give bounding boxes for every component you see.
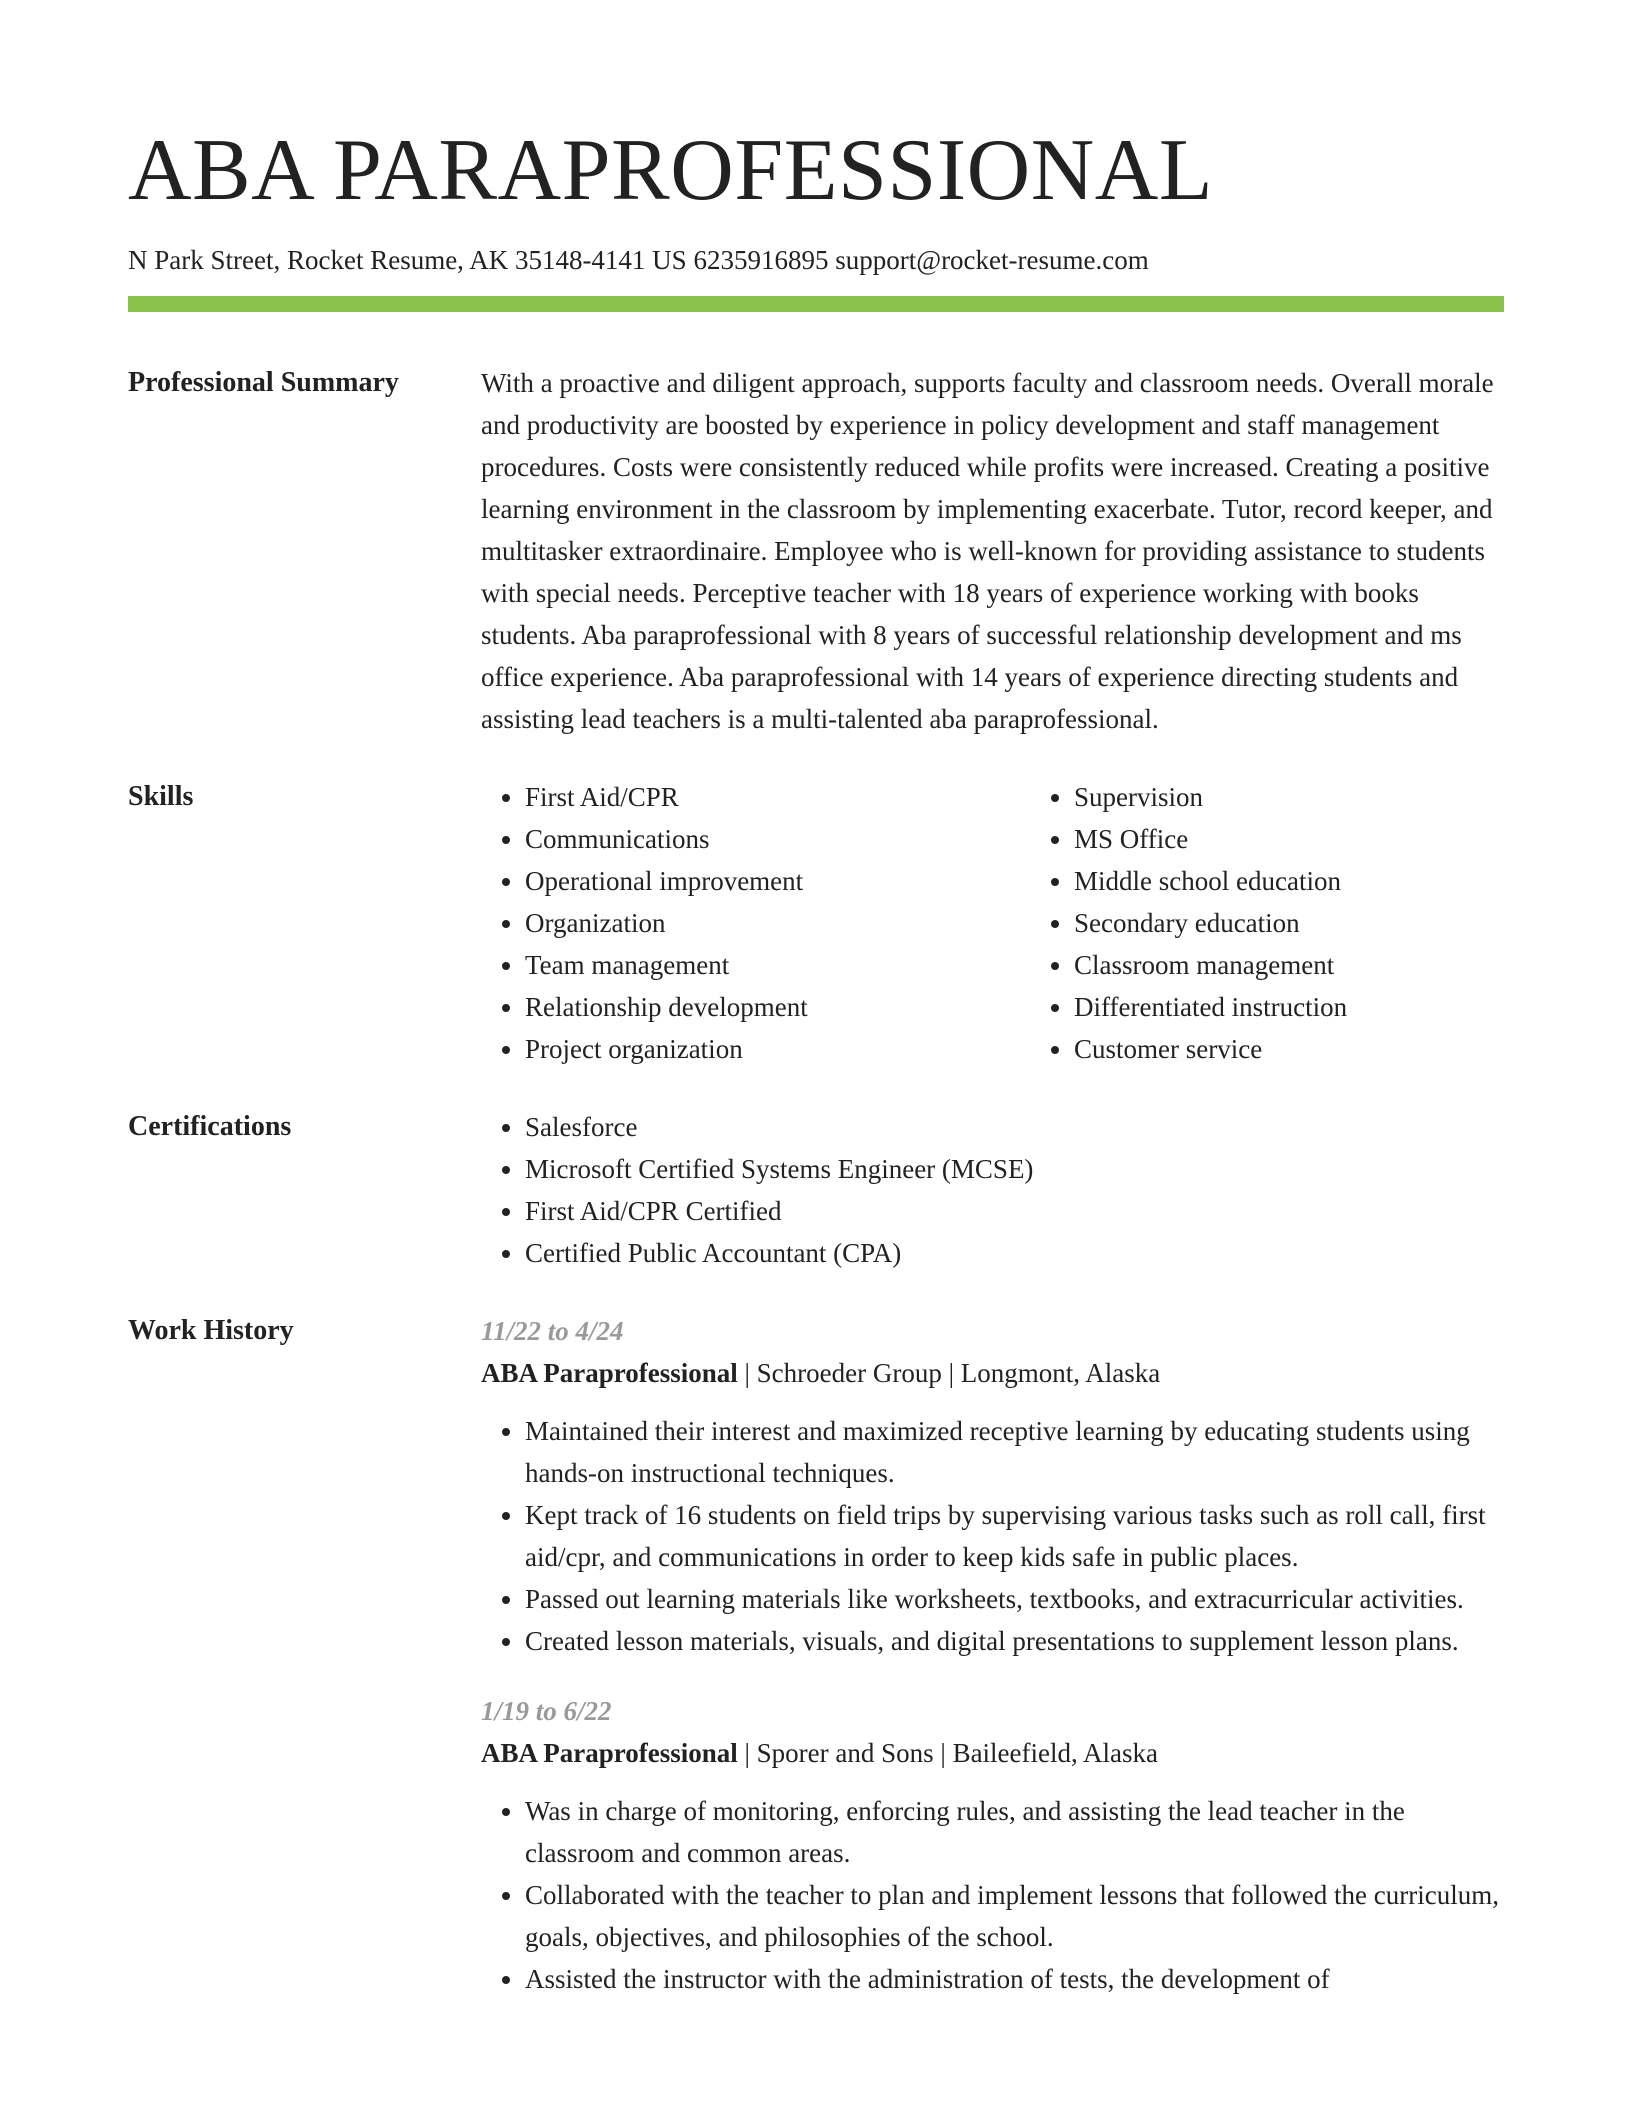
- summary-body: [481, 362, 1504, 740]
- job-bullet: • Created lesson materials, visuals, and digital presentations to supplement lesson plans.: [525, 1620, 1504, 1662]
- skill-item: • MS Office: [1074, 818, 1579, 860]
- contact-address: N Park Street, Rocket Resume, AK 35148-4141 US: [128, 245, 687, 275]
- job-bullets: [481, 1410, 1504, 1662]
- skill-item: • Relationship development: [525, 986, 1030, 1028]
- skill-item: • Secondary education: [1074, 902, 1579, 944]
- job-dates: 1/19 to 6/22: [481, 1696, 612, 1726]
- skill-item: • Team management: [525, 944, 1030, 986]
- skill-item: • Supervision: [1074, 776, 1579, 818]
- job-company-location: | Sporer and Sons | Baileefield, Alaska: [737, 1738, 1158, 1768]
- certifications-heading: Certifications: [128, 1111, 292, 1142]
- header-divider: [128, 296, 1504, 312]
- certifications-body: [481, 1106, 1504, 1274]
- skills-heading: Skills: [128, 781, 194, 812]
- job-bullet: • Was in charge of monitoring, enforcing rules, and assisting the lead teacher in the classroom and common areas.: [525, 1790, 1504, 1874]
- job-bullet: • Assisted the instructor with the administration of tests, the development of: [525, 1958, 1504, 2000]
- summary-section: [128, 362, 1504, 740]
- certification-item: • First Aid/CPR Certified: [525, 1190, 1504, 1232]
- skill-item: • Classroom management: [1074, 944, 1579, 986]
- summary-text: With a proactive and diligent approach, supports faculty and classroom needs. Overall morale and productivity are boosted by experience in policy development and staff management procedures. Costs were consistently reduced while profits were increased. Creating a positive learning environment in the classroom by implementing exacerbate. Tutor, record keeper, and multitasker extraordinaire. Employee who is well-known for providing assistance to students with special needs. Perceptive teacher with 18 years of experience working with books students. Aba paraprofessional with 8 years of successful relationship development and ms office experience. Aba paraprofessional with 14 years of experience directing students and assisting lead teachers is a multi-talented aba paraprofessional.: [481, 368, 1494, 734]
- skill-item: • Customer service: [1074, 1028, 1579, 1070]
- skills-list-left: [481, 776, 1030, 1070]
- certifications-section: [128, 1106, 1504, 1274]
- skill-item: • Differentiated instruction: [1074, 986, 1579, 1028]
- summary-heading: Professional Summary: [128, 367, 399, 398]
- certification-item: • Microsoft Certified Systems Engineer (MCSE): [525, 1148, 1504, 1190]
- skill-item: • First Aid/CPR: [525, 776, 1030, 818]
- job-bullet: • Kept track of 16 students on field trips by supervising various tasks such as roll call, first aid/cpr, and communications in order to keep kids safe in public places.: [525, 1494, 1504, 1578]
- certification-item: • Salesforce: [525, 1106, 1504, 1148]
- skills-section: [128, 776, 1504, 1070]
- skill-item: • Organization: [525, 902, 1030, 944]
- work-history-body: [481, 1310, 1504, 2000]
- contact-line: [128, 242, 1504, 278]
- job-title-line: [481, 1352, 1504, 1394]
- skill-item: • Middle school education: [1074, 860, 1579, 902]
- contact-email: support@rocket-resume.com: [835, 245, 1149, 275]
- skill-item: • Project organization: [525, 1028, 1030, 1070]
- certification-item: • Certified Public Accountant (CPA): [525, 1232, 1504, 1274]
- job-entry: [481, 1690, 1504, 2000]
- skills-list-right: [1030, 776, 1579, 1070]
- job-entry: [481, 1310, 1504, 1662]
- skill-item: • Operational improvement: [525, 860, 1030, 902]
- candidate-name: ABA PARAPROFESSIONAL: [128, 122, 1214, 219]
- job-title: ABA Paraprofessional: [481, 1358, 738, 1388]
- contact-phone: 6235916895: [693, 245, 829, 275]
- job-dates: 11/22 to 4/24: [481, 1316, 624, 1346]
- job-title-line: [481, 1732, 1504, 1774]
- job-title: ABA Paraprofessional: [481, 1738, 738, 1768]
- work-history-heading: Work History: [128, 1315, 294, 1346]
- job-bullet: • Collaborated with the teacher to plan and implement lessons that followed the curriculum, goals, objectives, and philosophies of the school.: [525, 1874, 1504, 1958]
- job-bullet: • Maintained their interest and maximized receptive learning by educating students using hands-on instructional techniques.: [525, 1410, 1504, 1494]
- skill-item: • Communications: [525, 818, 1030, 860]
- job-bullet: • Passed out learning materials like worksheets, textbooks, and extracurricular activities.: [525, 1578, 1504, 1620]
- work-history-section: [128, 1310, 1504, 2000]
- job-company-location: | Schroeder Group | Longmont, Alaska: [737, 1358, 1161, 1388]
- certifications-list: [481, 1106, 1504, 1274]
- job-bullets: [481, 1790, 1504, 2000]
- skills-body: [481, 776, 1579, 1070]
